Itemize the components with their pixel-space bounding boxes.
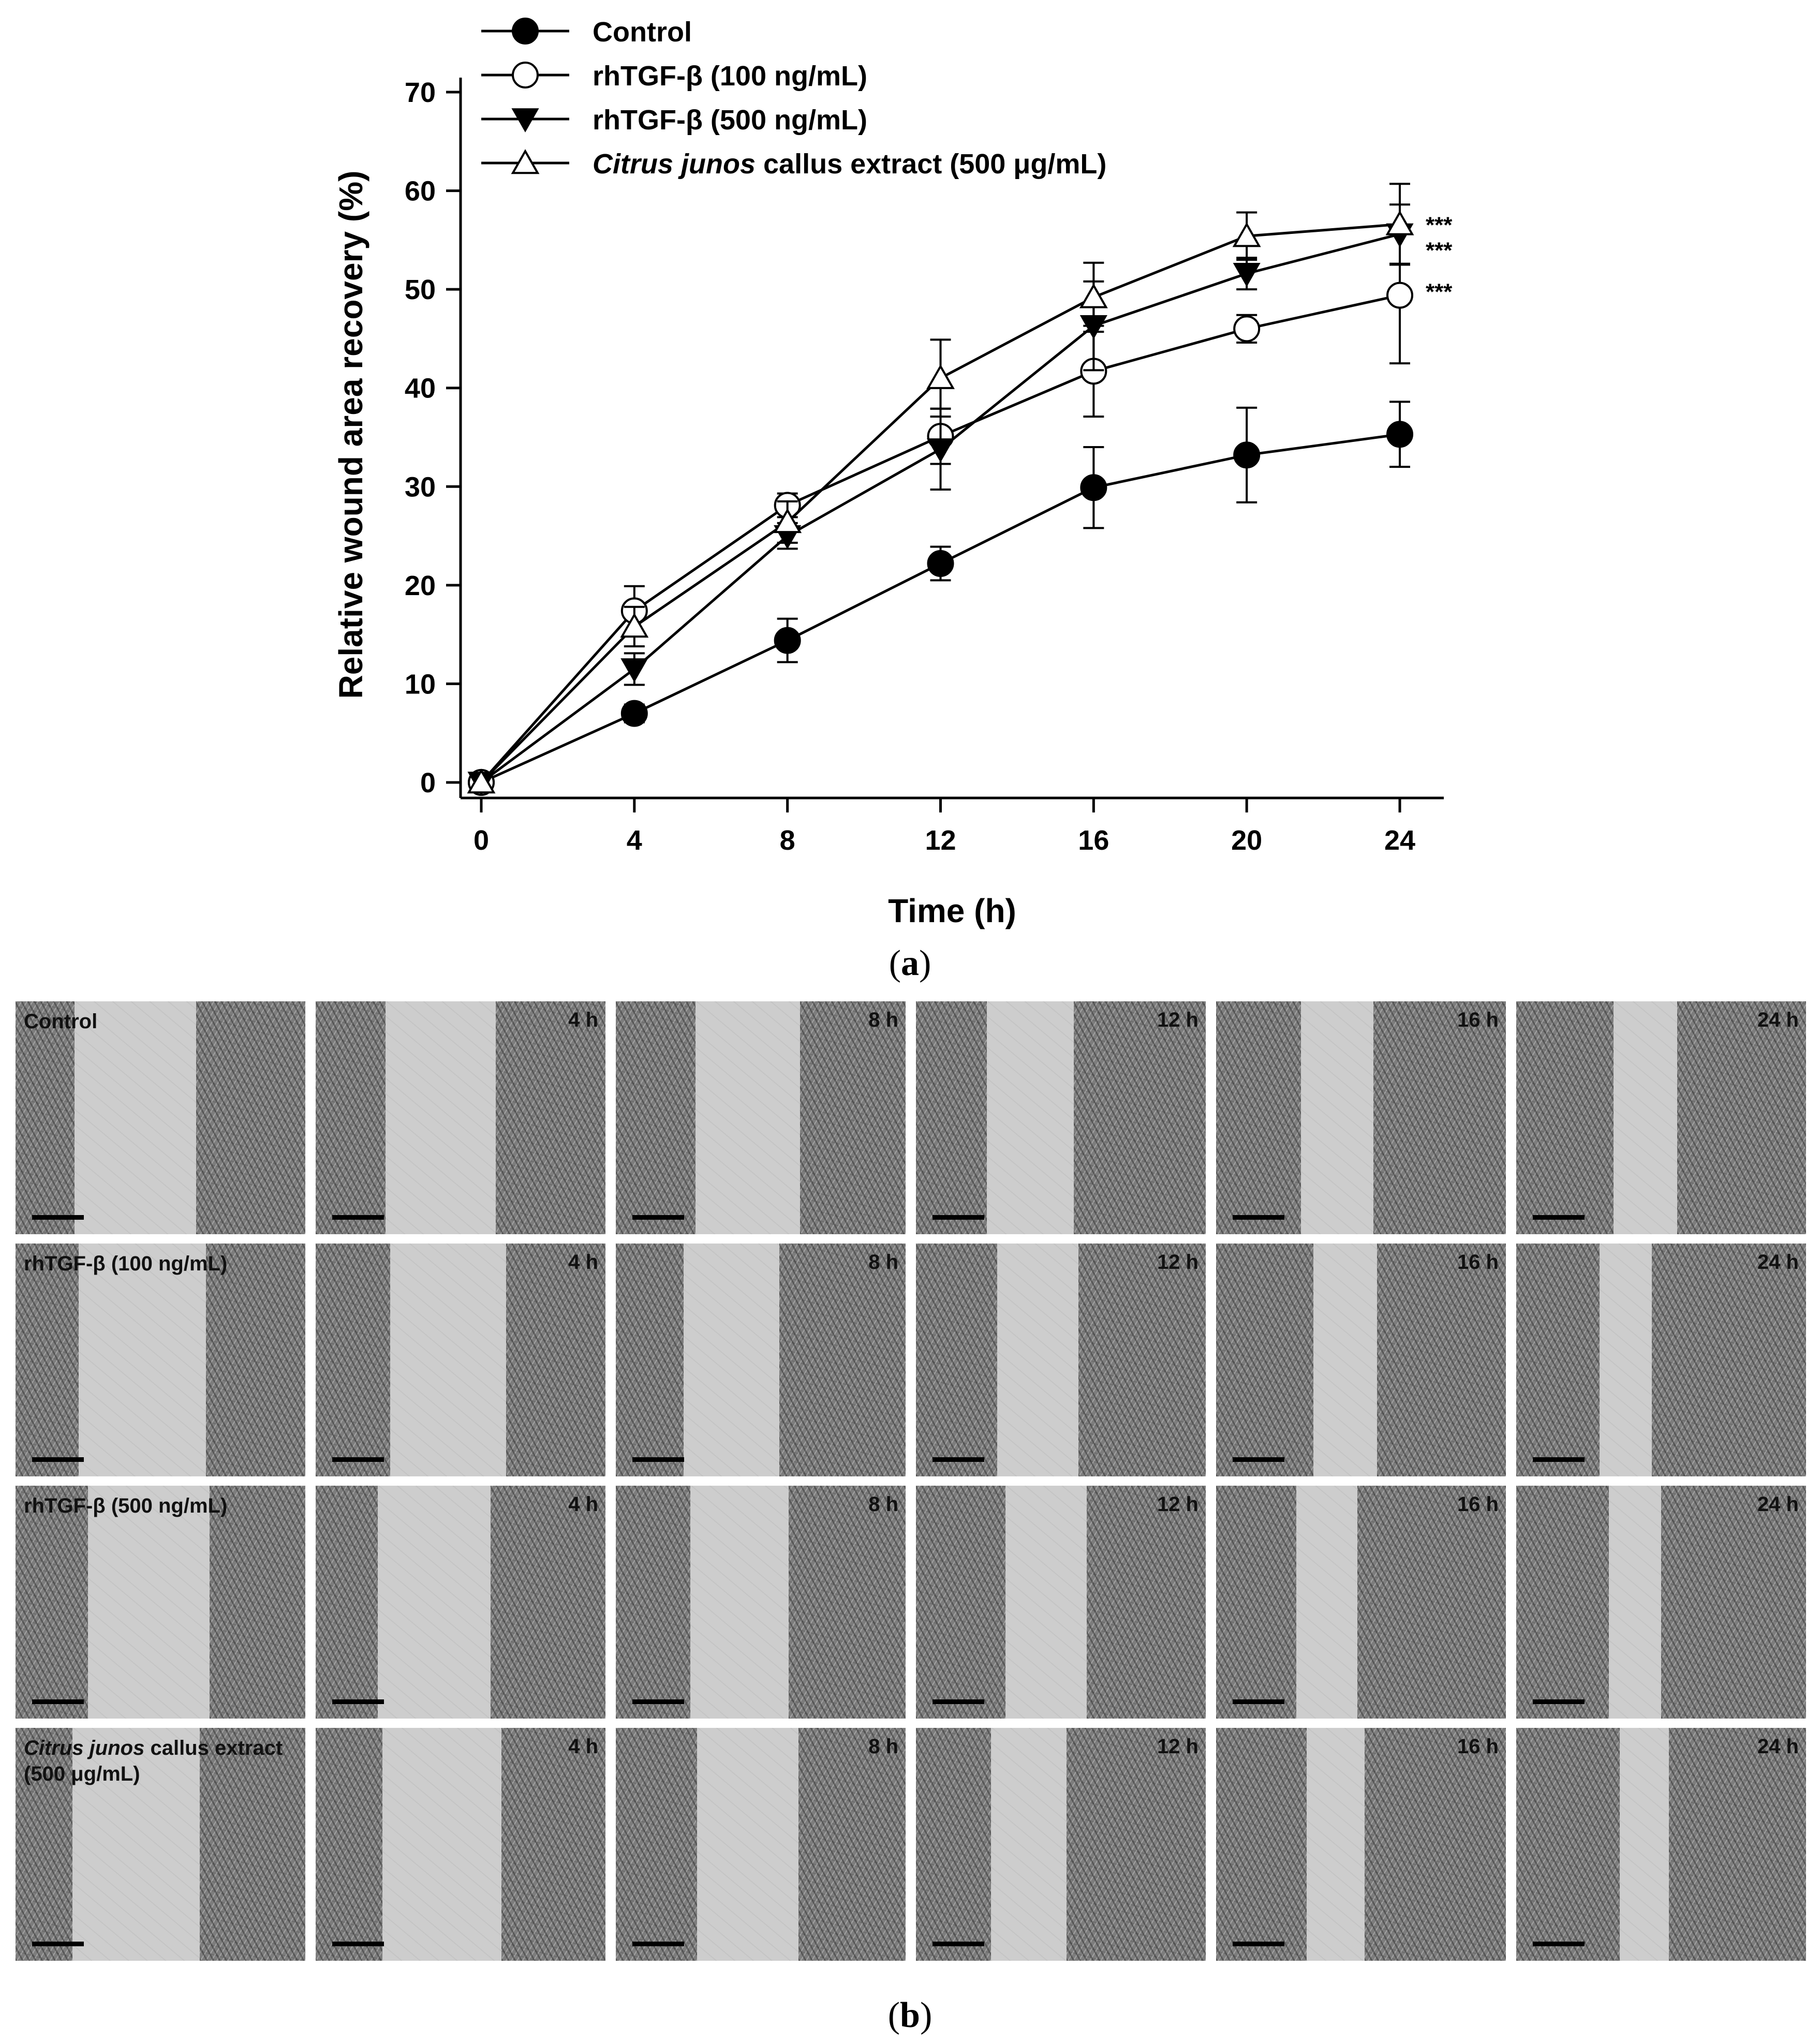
scale-bar (1233, 1215, 1284, 1220)
cell-monolayer-right (496, 1001, 605, 1234)
micrograph-tile (316, 1486, 605, 1719)
cell-monolayer-right (1669, 1728, 1806, 1961)
cell-monolayer-left (616, 1001, 696, 1234)
micrograph-tile (1516, 1001, 1806, 1234)
micrograph-tile (1216, 1728, 1506, 1961)
cell-monolayer-right (1373, 1001, 1506, 1234)
data-point (1234, 263, 1259, 285)
data-point (1387, 422, 1412, 447)
x-tick-label: 4 (626, 825, 642, 856)
wound-gap (1614, 1001, 1677, 1234)
cell-monolayer-right (1078, 1244, 1206, 1476)
scale-bar (1233, 1457, 1284, 1462)
cell-monolayer-left (616, 1486, 690, 1719)
wound-gap (1296, 1486, 1357, 1719)
legend-entry (481, 105, 867, 136)
legend-entry (481, 17, 692, 48)
y-tick-label: 0 (420, 767, 436, 798)
scale-bar (1233, 1942, 1284, 1946)
significance-label: *** (1426, 279, 1453, 305)
wound-gap (75, 1001, 196, 1234)
legend-entry (481, 149, 1106, 180)
cell-monolayer-left (616, 1244, 684, 1476)
chart-series-layer (469, 184, 1453, 795)
cell-monolayer-right (779, 1244, 906, 1476)
micrograph-tile (616, 1244, 906, 1476)
micrograph-tile (916, 1001, 1206, 1234)
cell-monolayer-right (206, 1244, 305, 1476)
micrograph-tile (1516, 1244, 1806, 1476)
data-point (1387, 213, 1412, 234)
micrograph-tile (316, 1728, 605, 1961)
cell-monolayer-left (16, 1486, 88, 1719)
group-label: rhTGF-β (100 ng/mL) (24, 1252, 228, 1275)
panel-a-caption: (a) (889, 943, 931, 983)
time-label: 16 h (1457, 1735, 1499, 1758)
micrograph-tile (1216, 1244, 1506, 1476)
group-label: Control (24, 1010, 98, 1033)
cell-monolayer-left (16, 1001, 75, 1234)
wound-gap (1600, 1244, 1652, 1476)
cell-monolayer-left (316, 1244, 390, 1476)
data-point (1234, 316, 1259, 341)
scale-bar (32, 1215, 84, 1220)
wound-gap (382, 1728, 501, 1961)
series-3 (469, 184, 1453, 792)
significance-label: *** (1426, 212, 1453, 238)
cell-monolayer-right (506, 1244, 605, 1476)
scale-bar (933, 1457, 984, 1462)
scale-bar (1533, 1215, 1585, 1220)
time-label: 4 h (568, 1735, 598, 1758)
scale-bar (1233, 1699, 1284, 1704)
cell-monolayer-left (316, 1001, 386, 1234)
y-tick-label: 30 (404, 471, 436, 503)
wound-gap (1307, 1728, 1365, 1961)
cell-monolayer-left (316, 1486, 378, 1719)
y-tick-label: 50 (404, 274, 436, 306)
time-label: 12 h (1157, 1251, 1198, 1274)
x-tick-label: 16 (1078, 825, 1109, 856)
cell-monolayer-right (798, 1728, 906, 1961)
time-label: 4 h (568, 1009, 598, 1031)
time-label: 8 h (868, 1009, 898, 1031)
micrograph-tile (16, 1001, 305, 1234)
cell-monolayer-right (196, 1001, 305, 1234)
time-label: 24 h (1757, 1009, 1799, 1031)
time-label: 8 h (868, 1251, 898, 1274)
y-axis-label: Relative wound area recovery (%) (332, 170, 369, 699)
cell-monolayer-left (316, 1728, 382, 1961)
legend-marker (513, 19, 538, 43)
time-label: 4 h (568, 1251, 598, 1274)
scale-bar (632, 1942, 684, 1946)
cell-monolayer-right (1652, 1244, 1806, 1476)
y-tick-label: 10 (404, 669, 436, 700)
micrograph-tile (1216, 1001, 1506, 1234)
time-label: 16 h (1457, 1009, 1499, 1031)
data-point (1081, 475, 1106, 500)
legend-entry (481, 61, 867, 92)
wound-gap (690, 1486, 789, 1719)
data-point (1081, 286, 1106, 307)
wound-gap (378, 1486, 491, 1719)
micrograph-tile (1216, 1486, 1506, 1719)
wound-gap (1620, 1728, 1669, 1961)
group-label-italic: Citrus junos (24, 1737, 145, 1759)
cell-monolayer-left (1216, 1244, 1313, 1476)
wound-gap (997, 1244, 1078, 1476)
time-label: 12 h (1157, 1493, 1198, 1516)
cell-monolayer-left (1216, 1728, 1307, 1961)
micrograph-tile (16, 1728, 305, 1961)
wound-gap (1609, 1486, 1661, 1719)
scale-bar (632, 1215, 684, 1220)
x-tick-label: 0 (473, 825, 490, 856)
wound-gap (1301, 1001, 1373, 1234)
micrograph-tile (316, 1244, 605, 1476)
cell-monolayer-right (1074, 1001, 1206, 1234)
wound-gap (1313, 1244, 1377, 1476)
scale-bar (632, 1457, 684, 1462)
series-1 (469, 227, 1453, 795)
cell-monolayer-left (1216, 1486, 1296, 1719)
group-label: Citrus junos callus extract (500 μg/mL) (24, 1737, 283, 1785)
cell-monolayer-right (1067, 1728, 1206, 1961)
cell-monolayer-right (789, 1486, 906, 1719)
y-tick-label: 60 (404, 175, 436, 207)
panel-b-caption: (b) (887, 1995, 933, 2035)
micrograph-tile (16, 1486, 305, 1719)
legend-marker (513, 63, 538, 87)
x-tick-label: 8 (779, 825, 795, 856)
cell-monolayer-right (210, 1486, 305, 1719)
micrograph-tile (916, 1728, 1206, 1961)
wound-gap (390, 1244, 506, 1476)
scale-bar (1533, 1699, 1585, 1704)
significance-label: *** (1426, 238, 1453, 263)
cell-monolayer-right (800, 1001, 906, 1234)
cell-monolayer-left (916, 1244, 997, 1476)
group-label: rhTGF-β (500 ng/mL) (24, 1494, 228, 1517)
micrograph-tile (1516, 1728, 1806, 1961)
scale-bar (1533, 1942, 1585, 1946)
scale-bar (933, 1699, 984, 1704)
cell-monolayer-right (1661, 1486, 1806, 1719)
data-point (1234, 442, 1259, 467)
wound-gap (79, 1244, 206, 1476)
data-point (928, 439, 953, 461)
legend-label: Control (593, 17, 692, 48)
cell-monolayer-right (1357, 1486, 1506, 1719)
data-point (622, 659, 647, 681)
x-tick-label: 20 (1231, 825, 1263, 856)
x-axis-label: Time (h) (888, 892, 1016, 929)
time-label: 16 h (1457, 1493, 1499, 1516)
micrograph-tile (616, 1728, 906, 1961)
cell-monolayer-right (1377, 1244, 1506, 1476)
series-line (481, 224, 1400, 782)
data-point (622, 701, 647, 726)
x-tick-label: 12 (925, 825, 956, 856)
cell-monolayer-right (1677, 1001, 1806, 1234)
wound-gap (991, 1728, 1067, 1961)
data-point (928, 366, 953, 388)
scale-bar (332, 1215, 384, 1220)
wound-gap (386, 1001, 496, 1234)
cell-monolayer-left (616, 1728, 697, 1961)
y-tick-label: 70 (404, 77, 436, 108)
y-tick-label: 20 (404, 570, 436, 601)
chart-legend (481, 17, 1106, 180)
micrograph-tile (616, 1001, 906, 1234)
micrograph-tile (16, 1244, 305, 1476)
scale-bar (332, 1942, 384, 1946)
cell-monolayer-left (916, 1486, 1005, 1719)
scale-bar (1533, 1457, 1585, 1462)
data-point (1387, 283, 1412, 308)
wound-gap (696, 1001, 800, 1234)
legend-label: Citrus junos callus extract (500 μg/mL) (593, 149, 1107, 180)
micrograph-grid (16, 1001, 1806, 1881)
micrograph-tile (1516, 1486, 1806, 1719)
cell-monolayer-right (1365, 1728, 1506, 1961)
time-label: 4 h (568, 1493, 598, 1516)
cell-monolayer-right (491, 1486, 605, 1719)
scale-bar (933, 1215, 984, 1220)
micrograph-tile (916, 1244, 1206, 1476)
chart-axes (405, 77, 1444, 856)
wound-gap (697, 1728, 798, 1961)
legend-label: rhTGF-β (100 ng/mL) (593, 61, 867, 92)
scale-bar (332, 1457, 384, 1462)
cell-monolayer-left (1516, 1244, 1600, 1476)
wound-gap (987, 1001, 1074, 1234)
wound-gap (684, 1244, 779, 1476)
cell-monolayer-right (501, 1728, 605, 1961)
time-label: 24 h (1757, 1251, 1799, 1274)
time-label: 8 h (868, 1493, 898, 1516)
series-2 (469, 204, 1453, 794)
time-label: 24 h (1757, 1735, 1799, 1758)
cell-monolayer-left (1516, 1486, 1609, 1719)
wound-gap (1005, 1486, 1087, 1719)
micrograph-tile (616, 1486, 906, 1719)
data-point (775, 628, 800, 653)
cell-monolayer-left (916, 1728, 991, 1961)
scale-bar (32, 1942, 84, 1946)
cell-monolayer-left (916, 1001, 987, 1234)
scale-bar (332, 1699, 384, 1704)
scale-bar (32, 1457, 84, 1462)
cell-monolayer-left (1516, 1728, 1620, 1961)
scale-bar (32, 1699, 84, 1704)
wound-recovery-chart (0, 0, 1820, 963)
time-label: 16 h (1457, 1251, 1499, 1274)
micrograph-tile (316, 1001, 605, 1234)
series-line (481, 234, 1400, 782)
x-tick-label: 24 (1384, 825, 1416, 856)
micrograph-tile (916, 1486, 1206, 1719)
cell-monolayer-left (1516, 1001, 1614, 1234)
data-point (928, 551, 953, 576)
scale-bar (632, 1699, 684, 1704)
time-label: 12 h (1157, 1735, 1198, 1758)
wound-gap (88, 1486, 210, 1719)
time-label: 8 h (868, 1735, 898, 1758)
y-tick-label: 40 (404, 373, 436, 404)
time-label: 12 h (1157, 1009, 1198, 1031)
cell-monolayer-right (1087, 1486, 1206, 1719)
time-label: 24 h (1757, 1493, 1799, 1516)
cell-monolayer-left (1216, 1001, 1301, 1234)
scale-bar (933, 1942, 984, 1946)
cell-monolayer-left (16, 1244, 79, 1476)
legend-label: rhTGF-β (500 ng/mL) (593, 105, 867, 136)
